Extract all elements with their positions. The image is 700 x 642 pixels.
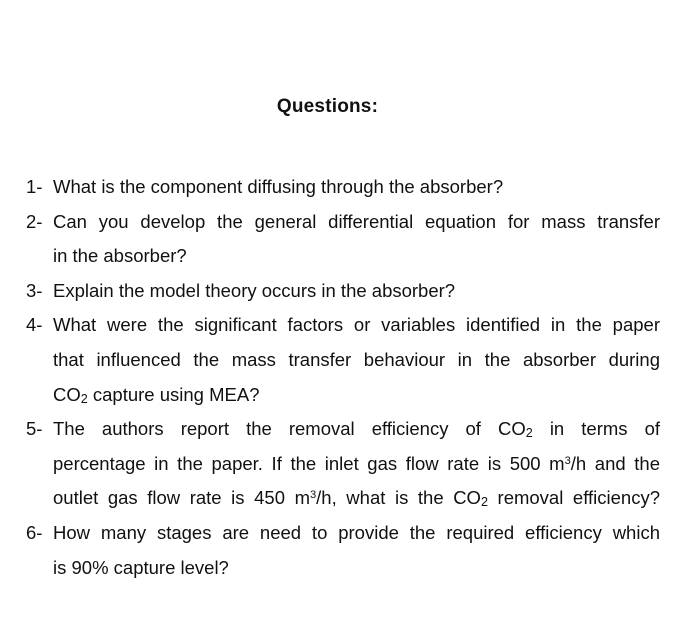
question-line — [53, 412, 660, 447]
question-text — [53, 308, 660, 412]
question-line: in the absorber? — [53, 245, 187, 267]
question-text — [53, 412, 660, 516]
question-line: What were the significant factors or variables identified in the paper — [53, 314, 660, 336]
question-number: 2- — [26, 210, 43, 232]
question-number: 3- — [26, 279, 43, 301]
question-number: 6- — [26, 521, 43, 543]
question-text — [53, 170, 660, 205]
question-line: is 90% capture level? — [53, 556, 229, 578]
question-line — [53, 447, 660, 482]
question-5 — [26, 412, 660, 516]
text-run: /h and the — [570, 452, 660, 474]
text-run: removal efficiency? — [487, 487, 660, 509]
subscript: 2 — [80, 391, 88, 406]
text-run: The authors report the removal efficiency of CO — [53, 418, 526, 440]
text-run: /h, what is the CO — [316, 487, 481, 509]
question-line — [53, 378, 660, 413]
text-run: CO — [53, 383, 81, 405]
question-number: 5- — [26, 418, 43, 440]
subscript: 2 — [525, 426, 533, 441]
question-line: How many stages are need to provide the required efficiency which — [53, 521, 660, 543]
page-title: Questions: — [276, 96, 379, 117]
question-3 — [26, 274, 660, 309]
question-text — [53, 205, 660, 274]
text-run: in terms of — [532, 418, 661, 440]
question-list — [26, 170, 660, 585]
question-4 — [26, 308, 660, 412]
question-2 — [26, 205, 660, 274]
superscript: 3 — [309, 489, 317, 502]
question-text — [53, 274, 660, 309]
question-6 — [26, 516, 660, 585]
question-line — [53, 481, 660, 516]
subscript: 2 — [480, 495, 488, 510]
text-run: capture using MEA? — [87, 383, 260, 405]
text-run: percentage in the paper. If the inlet gas flow rate is 500 m — [53, 452, 565, 474]
text-run: outlet gas flow rate is 450 m — [53, 487, 310, 509]
question-line: Can you develop the general differential equation for mass transfer — [53, 210, 660, 232]
question-text — [53, 516, 660, 585]
superscript: 3 — [564, 454, 571, 467]
question-line: Explain the model theory occurs in the absorber? — [53, 279, 456, 301]
question-line: that influenced the mass transfer behaviour in the absorber during — [53, 348, 660, 370]
question-number: 1- — [26, 176, 43, 197]
question-number: 4- — [26, 314, 43, 336]
question-1 — [26, 170, 660, 205]
question-line: What is the component diffusing through the absorber? — [53, 176, 504, 197]
